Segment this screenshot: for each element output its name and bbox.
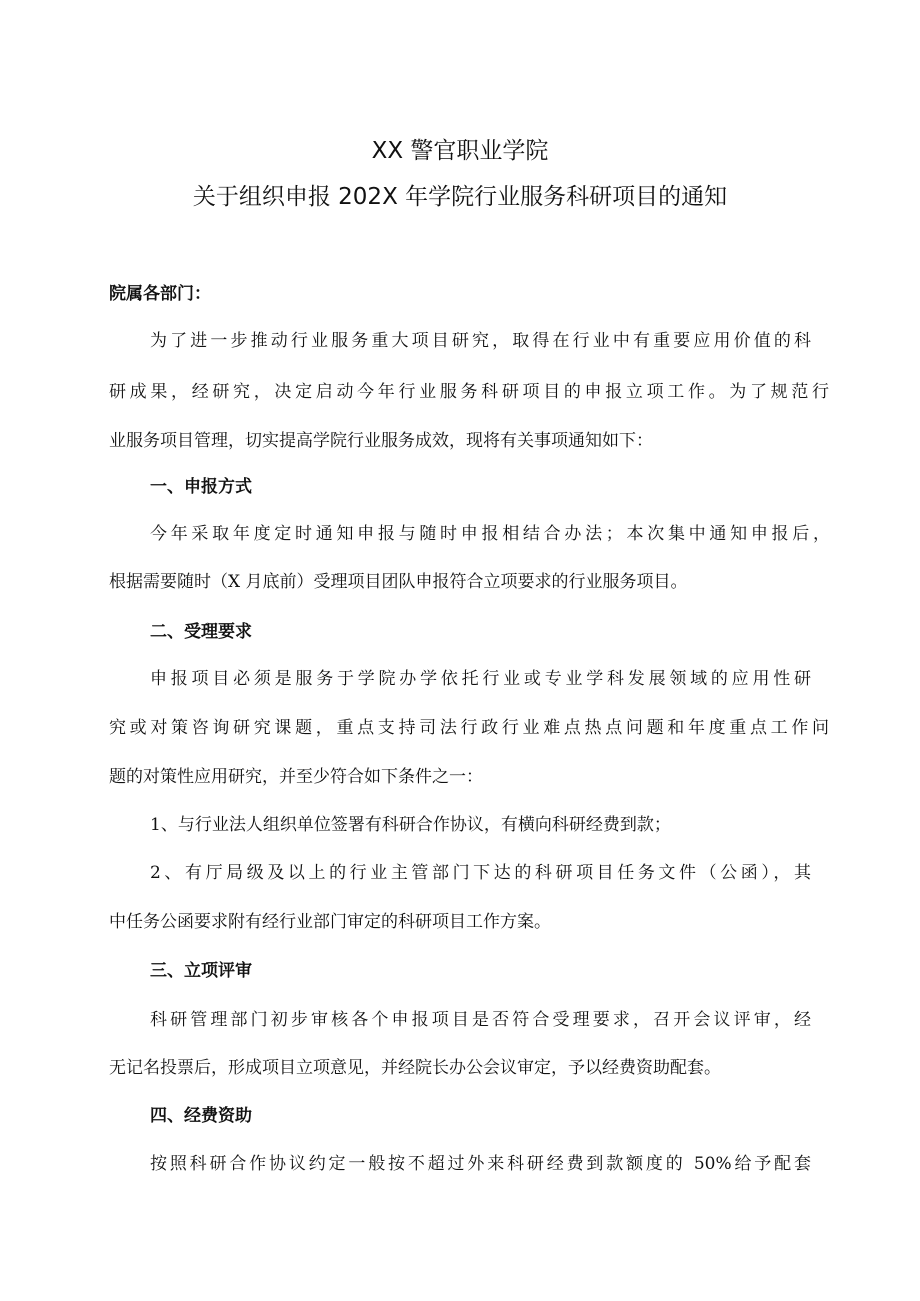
section-heading-project-review: 三、立项评审 — [150, 961, 252, 981]
paragraph-line: 无记名投票后，形成项目立项意见，并经院长办公会议审定，予以经费资助配套。 — [109, 1058, 721, 1078]
paragraph-line: 根据需要随时（X 月底前）受理项目团队申报符合立项要求的行业服务项目。 — [109, 572, 688, 592]
paragraph-line: 今年采取年度定时通知申报与随时申报相结合办法；本次集中通知申报后， — [150, 524, 830, 544]
paragraph-line: 按照科研合作协议约定一般按不超过外来科研经费到款额度的 50%给予配套 — [150, 1154, 811, 1174]
condition-item-2-line: 中任务公函要求附有经行业部门审定的科研项目工作方案。 — [109, 912, 551, 932]
section-heading-acceptance-requirements: 二、受理要求 — [150, 622, 252, 642]
salutation: 院属各部门： — [109, 284, 211, 304]
paragraph-line: 科研管理部门初步审核各个申报项目是否符合受理要求，召开会议评审，经 — [150, 1010, 811, 1030]
intro-line: 研成果，经研究，决定启动今年行业服务科研项目的申报立项工作。为了规范行 — [109, 382, 829, 402]
intro-line: 为了进一步推动行业服务重大项目研究，取得在行业中有重要应用价值的科 — [150, 331, 811, 351]
intro-line: 业服务项目管理，切实提高学院行业服务成效，现将有关事项通知如下： — [109, 431, 653, 451]
paragraph-line: 题的对策性应用研究，并至少符合如下条件之一： — [109, 767, 483, 787]
section-heading-funding: 四、经费资助 — [150, 1106, 252, 1126]
document-title-notice: 关于组织申报 202X 年学院行业服务科研项目的通知 — [192, 184, 728, 210]
condition-item-1: 1、与行业法人组织单位签署有科研合作协议，有横向科研经费到款； — [150, 815, 671, 835]
paragraph-line: 究或对策咨询研究课题，重点支持司法行政行业难点热点问题和年度重点工作问 — [109, 718, 829, 738]
section-heading-application-method: 一、申报方式 — [150, 477, 252, 497]
condition-item-2-line: 2、有厅局级及以上的行业主管部门下达的科研项目任务文件（公函），其 — [150, 863, 811, 883]
paragraph-line: 申报项目必须是服务于学院办学依托行业或专业学科发展领域的应用性研 — [150, 669, 811, 689]
document-title-institution: XX 警官职业学院 — [371, 138, 549, 164]
